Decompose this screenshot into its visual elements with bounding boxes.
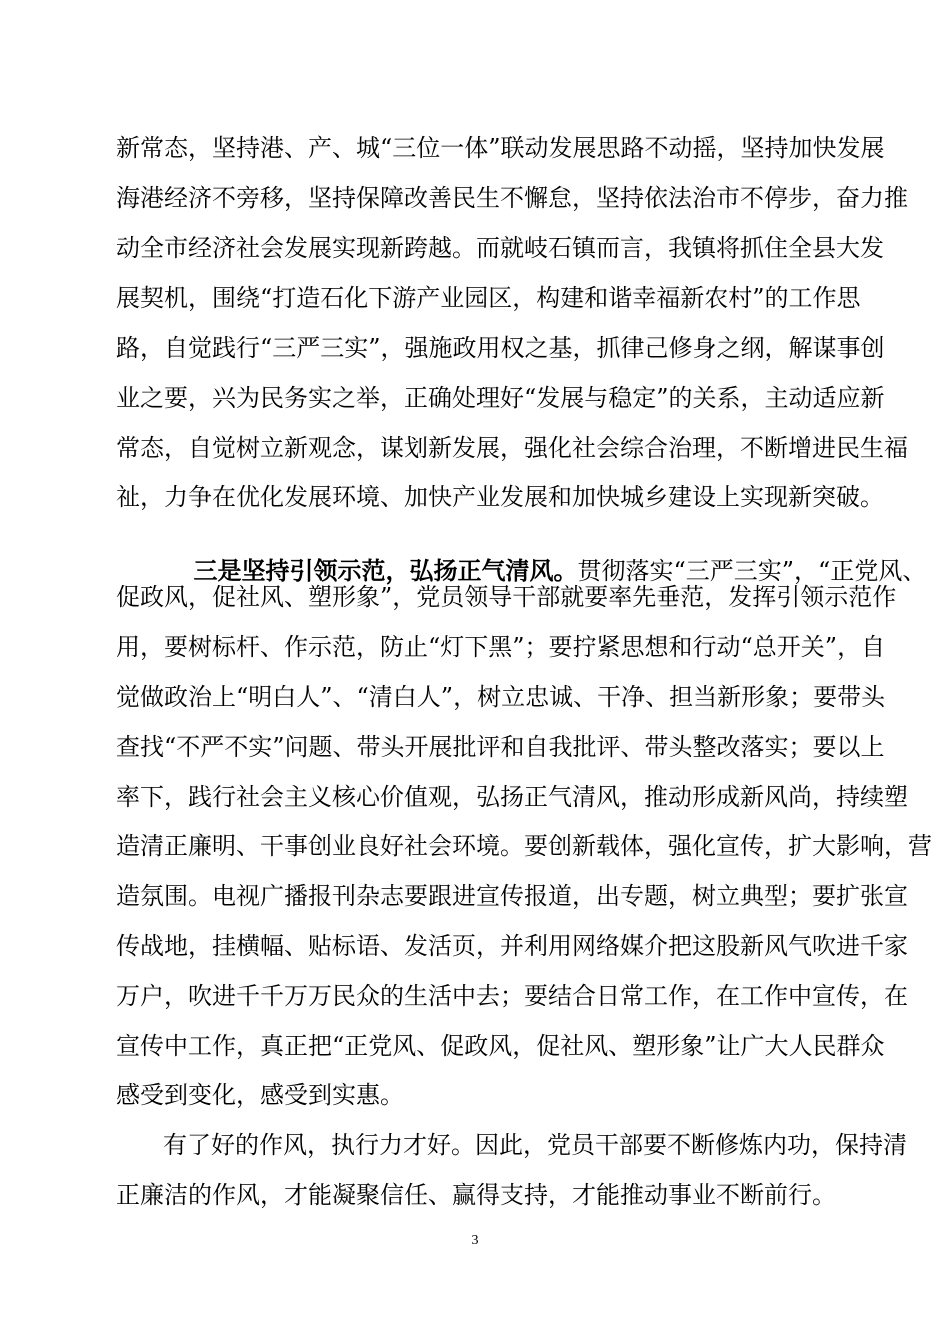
text-line: 正廉洁的作风，才能凝聚信任、赢得支持，才能推动事业不断前行。 [116,1181,836,1209]
text-line: 路，自觉践行“三严三实”，强施政用权之基，抓律己修身之纲，解谋事创 [116,334,885,362]
text-line: 海港经济不旁移，坚持保障改善民生不懈怠，坚持依法治市不停步，奋力推 [116,184,908,212]
text-line: 造清正廉明、干事创业良好社会环境。要创新载体，强化宣传，扩大影响，营 [116,832,932,860]
text-line: 觉做政治上“明白人”、“清白人”，树立忠诚、干净、担当新形象；要带头 [116,683,886,711]
paragraph-lead-heading: 三是坚持引领示范，弘扬正气清风。 [193,556,578,585]
page-number: 3 [471,1233,479,1248]
paragraph-lead-text: 贯彻落实“三严三实”，“正党风、 [577,557,927,585]
text-line: 传战地，挂横幅、贴标语、发活页，并利用网络媒介把这股新风气吹进千家 [116,932,908,960]
text-line: 促政风，促社风、塑形象”，党员领导干部就要率先垂范，发挥引领示范作 [116,583,897,611]
text-line: 造氛围。电视广播报刊杂志要跟进宣传报道，出专题，树立典型；要扩张宣 [116,882,908,910]
text-line: 率下，践行社会主义核心价值观，弘扬正气清风，推动形成新风尚，持续塑 [116,783,908,811]
text-line: 展契机，围绕“打造石化下游产业园区，构建和谐幸福新农村”的工作思 [116,284,861,312]
text-line: 用，要树标杆、作示范，防止“灯下黑”；要拧紧思想和行动“总开关”，自 [116,633,886,661]
text-line: 感受到变化，感受到实惠。 [116,1081,404,1109]
text-line: 有了好的作风，执行力才好。因此，党员干部要不断修炼内功，保持清 [163,1131,907,1159]
text-line: 宣传中工作，真正把“正党风、促政风，促社风、塑形象”让广大人民群众 [116,1032,885,1060]
text-line: 常态，自觉树立新观念，谋划新发展，强化社会综合治理，不断增进民生福 [116,434,908,462]
text-line: 动全市经济社会发展实现新跨越。而就岐石镇而言，我镇将抓住全县大发 [116,234,884,262]
text-line: 祉，力争在优化发展环境、加快产业发展和加快城乡建设上实现新突破。 [116,483,884,511]
text-line: 业之要，兴为民务实之举，正确处理好“发展与稳定”的关系，主动适应新 [116,384,885,412]
text-line: 万户，吹进千千万万民众的生活中去；要结合日常工作，在工作中宣传，在 [116,982,908,1010]
text-line: 查找“不严不实”问题、带头开展批评和自我批评、带头整改落实；要以上 [116,733,885,761]
text-line: 新常态，坚持港、产、城“三位一体”联动发展思路不动摇，坚持加快发展 [116,134,885,162]
